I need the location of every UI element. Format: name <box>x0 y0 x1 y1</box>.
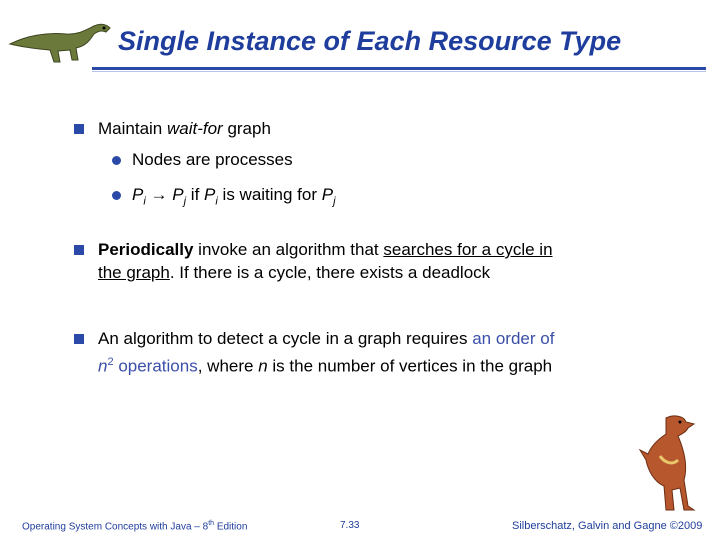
title-underline-shadow <box>92 71 706 72</box>
sub-bullet-nodes: Nodes are processes <box>132 150 293 169</box>
footer-authors: Silberschatz, Galvin and Gagne ©2009 <box>512 520 703 532</box>
dinosaur-logo-icon <box>6 14 124 66</box>
bullet-dot-icon <box>112 156 121 165</box>
bullet-complexity-line2: $n^2$ operations, where n is the number of vertices in the graph <box>98 356 553 376</box>
bullet-square-icon <box>74 245 84 255</box>
bullet-periodically-line2: the graph. If there is a cycle, there exists a deadlock <box>98 263 491 282</box>
title-underline <box>92 67 706 70</box>
bullet-dot-icon <box>112 191 121 200</box>
bullet-wait-for-graph: Maintain wait-for graph <box>98 119 271 138</box>
bullet-complexity-line1: An algorithm to detect a cycle in a graph requires an order of <box>98 329 555 348</box>
bullet-square-icon <box>74 334 84 344</box>
footer-book-title: Operating System Concepts with Java – 8th Edition <box>22 520 248 533</box>
bullet-square-icon <box>74 124 84 134</box>
slide-title: Single Instance of Each Resource Type <box>118 26 622 56</box>
sub-bullet-edges: $P_i \to P_j$ if $P_i$ is waiting for $P_j$ <box>132 185 336 208</box>
dinosaur-standing-icon <box>636 410 706 522</box>
bullet-periodically-line1: Periodically invoke an algorithm that searches for a cycle in <box>98 240 553 259</box>
footer-page-number: 7.33 <box>340 520 360 531</box>
